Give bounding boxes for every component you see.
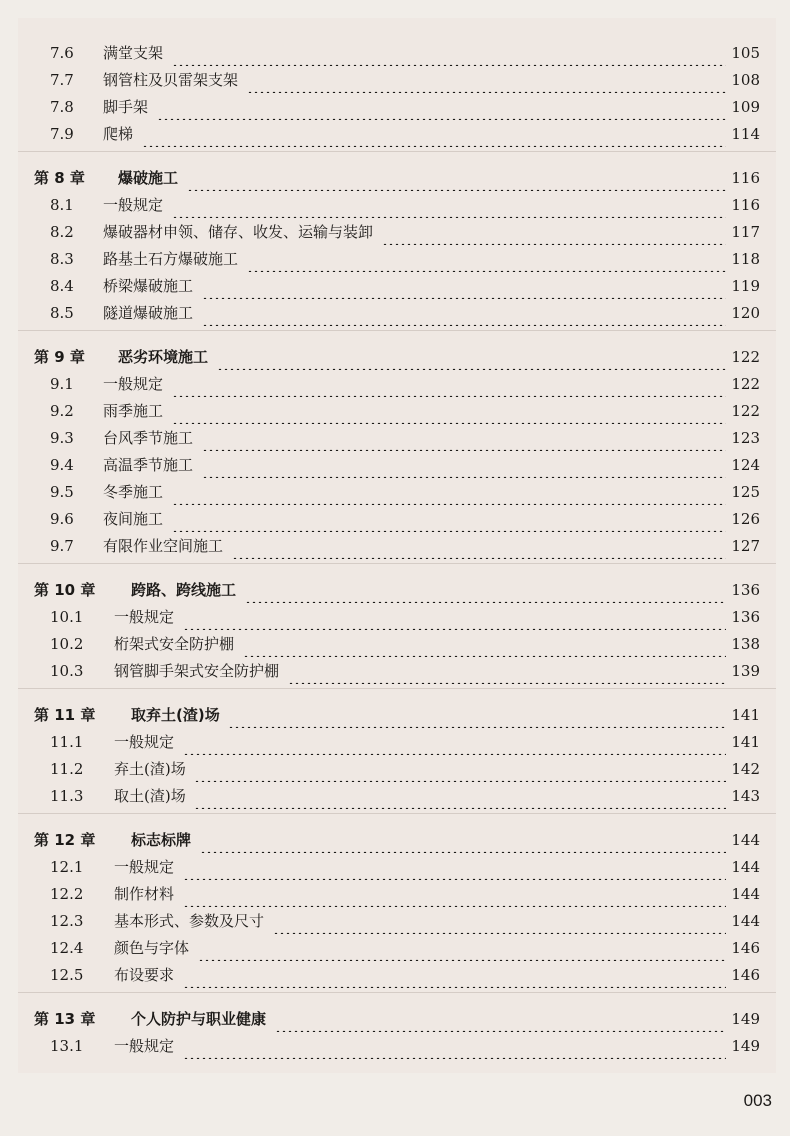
toc-page-number: 136 xyxy=(731,608,760,626)
toc-section-entry[interactable] xyxy=(0,192,790,218)
toc-chapter-entry[interactable] xyxy=(0,1006,790,1032)
toc-page-number: 108 xyxy=(731,71,760,89)
toc-page-number: 122 xyxy=(731,348,760,366)
toc-page-number: 122 xyxy=(731,375,760,393)
toc-section-entry[interactable] xyxy=(0,121,790,147)
toc-page-number: 143 xyxy=(731,787,760,805)
toc-number: 9.2 xyxy=(50,402,74,420)
dot-leader xyxy=(194,783,726,809)
toc-section-entry[interactable] xyxy=(0,604,790,630)
section-divider xyxy=(18,563,776,564)
dot-leader xyxy=(183,881,726,907)
toc-number: 第 9 章 xyxy=(34,348,85,366)
dot-leader xyxy=(198,935,726,961)
toc-section-entry[interactable] xyxy=(0,881,790,907)
toc-section-entry[interactable] xyxy=(0,67,790,93)
toc-section-entry[interactable] xyxy=(0,452,790,478)
toc-number: 13.1 xyxy=(50,1037,84,1055)
dot-leader xyxy=(275,1006,726,1032)
toc-title: 一般规定 xyxy=(114,608,175,626)
toc-number: 9.3 xyxy=(50,429,74,447)
dot-leader xyxy=(382,219,726,245)
toc-number: 9.7 xyxy=(50,537,74,555)
toc-page-number: 139 xyxy=(731,662,760,680)
toc-page-number: 124 xyxy=(731,456,760,474)
toc-title: 个人防护与职业健康 xyxy=(131,1010,267,1028)
section-divider xyxy=(18,688,776,689)
toc-section-entry[interactable] xyxy=(0,398,790,424)
dot-leader xyxy=(247,67,726,93)
toc-page-number: 146 xyxy=(731,966,760,984)
dot-leader xyxy=(183,962,726,988)
toc-number: 12.4 xyxy=(50,939,84,957)
toc-section-entry[interactable] xyxy=(0,425,790,451)
toc-title: 取土(渣)场 xyxy=(114,787,186,805)
toc-number: 10.2 xyxy=(50,635,84,653)
toc-chapter-entry[interactable] xyxy=(0,827,790,853)
toc-number: 9.1 xyxy=(50,375,74,393)
toc-number: 10.3 xyxy=(50,662,84,680)
toc-title: 一般规定 xyxy=(103,375,164,393)
toc-page-number: 114 xyxy=(731,125,760,143)
dot-leader xyxy=(217,344,726,370)
toc-title: 高温季节施工 xyxy=(103,456,194,474)
toc-section-entry[interactable] xyxy=(0,40,790,66)
toc-section-entry[interactable] xyxy=(0,479,790,505)
dot-leader xyxy=(183,729,726,755)
toc-title: 满堂支架 xyxy=(103,44,164,62)
toc-number: 12.1 xyxy=(50,858,84,876)
toc-page-number: 149 xyxy=(731,1010,760,1028)
toc-page-number: 144 xyxy=(731,885,760,903)
toc-title: 有限作业空间施工 xyxy=(103,537,224,555)
toc-chapter-entry[interactable] xyxy=(0,702,790,728)
toc-section-entry[interactable] xyxy=(0,729,790,755)
dot-leader xyxy=(172,398,726,424)
toc-title: 爬梯 xyxy=(103,125,134,143)
page-number: 003 xyxy=(743,1091,772,1110)
toc-section-entry[interactable] xyxy=(0,756,790,782)
toc-page-number: 116 xyxy=(731,169,760,187)
toc-section-entry[interactable] xyxy=(0,935,790,961)
toc-number: 9.5 xyxy=(50,483,74,501)
section-divider xyxy=(18,813,776,814)
toc-number: 第 11 章 xyxy=(34,706,96,724)
toc-page-number: 123 xyxy=(731,429,760,447)
toc-page-number: 127 xyxy=(731,537,760,555)
toc-number: 7.9 xyxy=(50,125,74,143)
toc-title: 冬季施工 xyxy=(103,483,164,501)
toc-title: 一般规定 xyxy=(103,196,164,214)
toc-title: 桥梁爆破施工 xyxy=(103,277,194,295)
toc-page-number: 141 xyxy=(731,733,760,751)
toc-number: 第 13 章 xyxy=(34,1010,96,1028)
toc-title: 恶劣环境施工 xyxy=(118,348,209,366)
toc-number: 8.1 xyxy=(50,196,74,214)
dot-leader xyxy=(172,479,726,505)
toc-section-entry[interactable] xyxy=(0,300,790,326)
toc-page-number: 109 xyxy=(731,98,760,116)
dot-leader xyxy=(202,425,726,451)
dot-leader xyxy=(202,300,726,326)
toc-number: 第 12 章 xyxy=(34,831,96,849)
dot-leader xyxy=(172,40,726,66)
toc-section-entry[interactable] xyxy=(0,908,790,934)
toc-title: 制作材料 xyxy=(114,885,175,903)
toc-section-entry[interactable] xyxy=(0,506,790,532)
toc-number: 10.1 xyxy=(50,608,84,626)
toc-page-number: 105 xyxy=(731,44,760,62)
dot-leader xyxy=(172,192,726,218)
toc-title: 标志标牌 xyxy=(131,831,192,849)
dot-leader xyxy=(183,854,726,880)
toc-section-entry[interactable] xyxy=(0,658,790,684)
dot-leader xyxy=(172,506,726,532)
toc-title: 桁架式安全防护棚 xyxy=(114,635,235,653)
toc-section-entry[interactable] xyxy=(0,1033,790,1059)
toc-number: 12.3 xyxy=(50,912,84,930)
dot-leader xyxy=(200,827,726,853)
toc-section-entry[interactable] xyxy=(0,631,790,657)
toc-chapter-entry[interactable] xyxy=(0,165,790,191)
toc-number: 12.2 xyxy=(50,885,84,903)
toc-title: 脚手架 xyxy=(103,98,149,116)
toc-title: 基本形式、参数及尺寸 xyxy=(114,912,265,930)
toc-page-number: 141 xyxy=(731,706,760,724)
toc-title: 布设要求 xyxy=(114,966,175,984)
section-divider xyxy=(18,330,776,331)
toc-page-number: 119 xyxy=(731,277,760,295)
toc-number: 8.4 xyxy=(50,277,74,295)
toc-title: 爆破器材申领、储存、收发、运输与装卸 xyxy=(103,223,374,241)
toc-section-entry[interactable] xyxy=(0,533,790,559)
toc-number: 12.5 xyxy=(50,966,84,984)
toc-title: 一般规定 xyxy=(114,858,175,876)
toc-number: 7.8 xyxy=(50,98,74,116)
dot-leader xyxy=(273,908,726,934)
toc-section-entry[interactable] xyxy=(0,371,790,397)
dot-leader xyxy=(142,121,726,147)
section-divider xyxy=(18,151,776,152)
toc-number: 11.2 xyxy=(50,760,84,778)
toc-number: 8.5 xyxy=(50,304,74,322)
toc-section-entry[interactable] xyxy=(0,246,790,272)
toc-number: 11.3 xyxy=(50,787,84,805)
toc-page-number: 116 xyxy=(731,196,760,214)
toc-page-number: 118 xyxy=(731,250,760,268)
dot-leader xyxy=(183,604,726,630)
toc-page-number: 125 xyxy=(731,483,760,501)
dot-leader xyxy=(187,165,726,191)
toc-page-number: 117 xyxy=(731,223,760,241)
toc-title: 颜色与字体 xyxy=(114,939,190,957)
dot-leader xyxy=(157,94,726,120)
toc-title: 弃土(渣)场 xyxy=(114,760,186,778)
dot-leader xyxy=(247,246,726,272)
dot-leader xyxy=(228,702,726,728)
toc-page-number: 144 xyxy=(731,831,760,849)
toc-title: 隧道爆破施工 xyxy=(103,304,194,322)
toc-title: 夜间施工 xyxy=(103,510,164,528)
toc-title: 钢管柱及贝雷架支架 xyxy=(103,71,239,89)
toc-title: 钢管脚手架式安全防护棚 xyxy=(114,662,280,680)
toc-section-entry[interactable] xyxy=(0,273,790,299)
toc-title: 一般规定 xyxy=(114,733,175,751)
toc-title: 一般规定 xyxy=(114,1037,175,1055)
toc-number: 9.4 xyxy=(50,456,74,474)
toc-chapter-entry[interactable] xyxy=(0,344,790,370)
toc-page-number: 149 xyxy=(731,1037,760,1055)
toc-page-number: 142 xyxy=(731,760,760,778)
toc-title: 雨季施工 xyxy=(103,402,164,420)
dot-leader xyxy=(172,371,726,397)
toc-section-entry[interactable] xyxy=(0,962,790,988)
toc-section-entry[interactable] xyxy=(0,783,790,809)
toc-section-entry[interactable] xyxy=(0,94,790,120)
toc-page-number: 122 xyxy=(731,402,760,420)
section-divider xyxy=(18,992,776,993)
toc-number: 7.6 xyxy=(50,44,74,62)
dot-leader xyxy=(202,452,726,478)
toc-page-number: 144 xyxy=(731,858,760,876)
toc-title: 台风季节施工 xyxy=(103,429,194,447)
toc-chapter-entry[interactable] xyxy=(0,577,790,603)
dot-leader xyxy=(243,631,726,657)
toc-title: 爆破施工 xyxy=(118,169,179,187)
toc-number: 第 10 章 xyxy=(34,581,96,599)
dot-leader xyxy=(183,1033,726,1059)
toc-page-number: 126 xyxy=(731,510,760,528)
toc-number: 8.2 xyxy=(50,223,74,241)
dot-leader xyxy=(245,577,726,603)
dot-leader xyxy=(232,533,726,559)
dot-leader xyxy=(194,756,726,782)
toc-page-number: 144 xyxy=(731,912,760,930)
toc-title: 取弃土(渣)场 xyxy=(131,706,220,724)
dot-leader xyxy=(288,658,726,684)
toc-number: 7.7 xyxy=(50,71,74,89)
toc-page-number: 136 xyxy=(731,581,760,599)
dot-leader xyxy=(202,273,726,299)
toc-number: 8.3 xyxy=(50,250,74,268)
toc-number: 11.1 xyxy=(50,733,84,751)
toc-page-number: 138 xyxy=(731,635,760,653)
toc-number: 9.6 xyxy=(50,510,74,528)
toc-page-number: 120 xyxy=(731,304,760,322)
toc-title: 路基土石方爆破施工 xyxy=(103,250,239,268)
toc-page-number: 146 xyxy=(731,939,760,957)
toc-section-entry[interactable] xyxy=(0,219,790,245)
toc-number: 第 8 章 xyxy=(34,169,85,187)
toc-section-entry[interactable] xyxy=(0,854,790,880)
toc-title: 跨路、跨线施工 xyxy=(131,581,237,599)
